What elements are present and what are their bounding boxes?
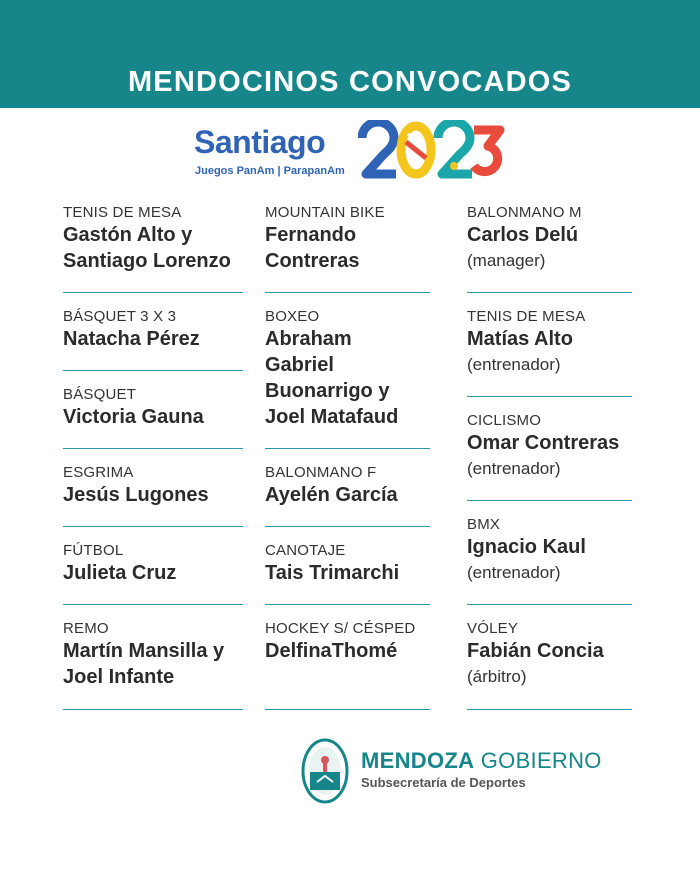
role-label: (árbitro) (467, 667, 527, 686)
athlete-name: Gabriel (265, 354, 334, 376)
list-item (467, 619, 632, 690)
divider (63, 292, 243, 293)
list-item (265, 541, 430, 586)
santiago-2023-logo (194, 120, 514, 184)
sport-label: CANOTAJE (265, 542, 346, 559)
page-title: MENDOCINOS CONVOCADOS (127, 66, 573, 98)
gov-title (361, 748, 602, 774)
divider (265, 526, 430, 527)
athlete-name: Ayelén García (265, 484, 398, 506)
divider (63, 448, 243, 449)
athlete-name: Contreras (265, 250, 360, 272)
divider (467, 709, 632, 710)
divider (265, 709, 430, 710)
divider (265, 292, 430, 293)
list-item (467, 515, 632, 586)
list-item (265, 203, 430, 274)
logo-wordmark: Santiago (194, 124, 326, 160)
list-item (467, 203, 632, 274)
athlete-name: Julieta Cruz (63, 562, 177, 584)
athlete-name: Ignacio Kaul (467, 536, 586, 558)
athlete-name: Santiago Lorenzo (63, 250, 231, 272)
athlete-name: Fernando (265, 224, 357, 246)
divider (467, 292, 632, 293)
sport-label: TENIS DE MESA (63, 204, 182, 221)
gov-subtitle: Subsecretaría de Deportes (361, 775, 526, 790)
sport-label: BOXEO (265, 308, 320, 325)
athlete-name: Matías Alto (467, 328, 573, 350)
list-item (265, 463, 430, 508)
athlete-name: DelfinaThomé (265, 640, 398, 662)
role-label: (entrenador) (467, 563, 561, 582)
athlete-name: Carlos Delú (467, 224, 579, 246)
sport-label: HOCKEY S/ CÉSPED (265, 620, 416, 637)
athlete-name: Jesús Lugones (63, 484, 209, 506)
role-label: (entrenador) (467, 355, 561, 374)
sport-label: BALONMANO F (265, 464, 377, 481)
divider (467, 604, 632, 605)
athlete-name: Fabián Concia (467, 640, 604, 662)
athlete-name: Gastón Alto y (63, 224, 193, 246)
athlete-name: Joel Infante (63, 666, 175, 688)
role-label: (manager) (467, 251, 546, 270)
divider (63, 604, 243, 605)
gov-title-rest: GOBIERNO (474, 748, 602, 773)
athlete-name: Buonarrigo y (265, 380, 390, 402)
athlete-name: Abraham (265, 328, 352, 350)
list-item (467, 411, 632, 482)
divider (63, 526, 243, 527)
sport-label: BMX (467, 516, 501, 533)
sport-label: CICLISMO (467, 412, 542, 429)
divider (265, 448, 430, 449)
divider (265, 604, 430, 605)
list-item (265, 619, 430, 664)
sport-label: BALONMANO M (467, 204, 582, 221)
divider (63, 370, 243, 371)
athlete-name: Omar Contreras (467, 432, 620, 454)
divider (63, 709, 243, 710)
sport-label: BÁSQUET 3 X 3 (63, 308, 177, 325)
athlete-name: Natacha Pérez (63, 328, 200, 350)
sport-label: FÚTBOL (63, 542, 124, 559)
logo-year-graphic (358, 120, 508, 180)
list-item (265, 307, 430, 430)
list-item (63, 541, 243, 586)
athlete-name: Victoria Gauna (63, 406, 204, 428)
list-item (467, 307, 632, 378)
athlete-name: Martín Mansilla y (63, 640, 225, 662)
list-item (63, 203, 243, 274)
gov-title-bold: MENDOZA (361, 748, 475, 773)
list-item (63, 385, 243, 430)
logo-subtitle: Juegos PanAm | ParapanAm (195, 165, 345, 177)
list-item (63, 307, 243, 352)
divider (467, 396, 632, 397)
header-banner (0, 0, 700, 108)
list-item (63, 619, 243, 690)
list-item (63, 463, 243, 508)
sport-label: MOUNTAIN BIKE (265, 204, 385, 221)
sport-label: VÓLEY (467, 620, 519, 637)
sport-label: BÁSQUET (63, 386, 137, 403)
sport-label: ESGRIMA (63, 464, 134, 481)
divider (467, 500, 632, 501)
sport-label: TENIS DE MESA (467, 308, 586, 325)
role-label: (entrenador) (467, 459, 561, 478)
sport-label: REMO (63, 620, 109, 637)
mendoza-seal-icon (301, 738, 349, 804)
athlete-name: Tais Trimarchi (265, 562, 400, 584)
athlete-name: Joel Matafaud (265, 406, 399, 428)
